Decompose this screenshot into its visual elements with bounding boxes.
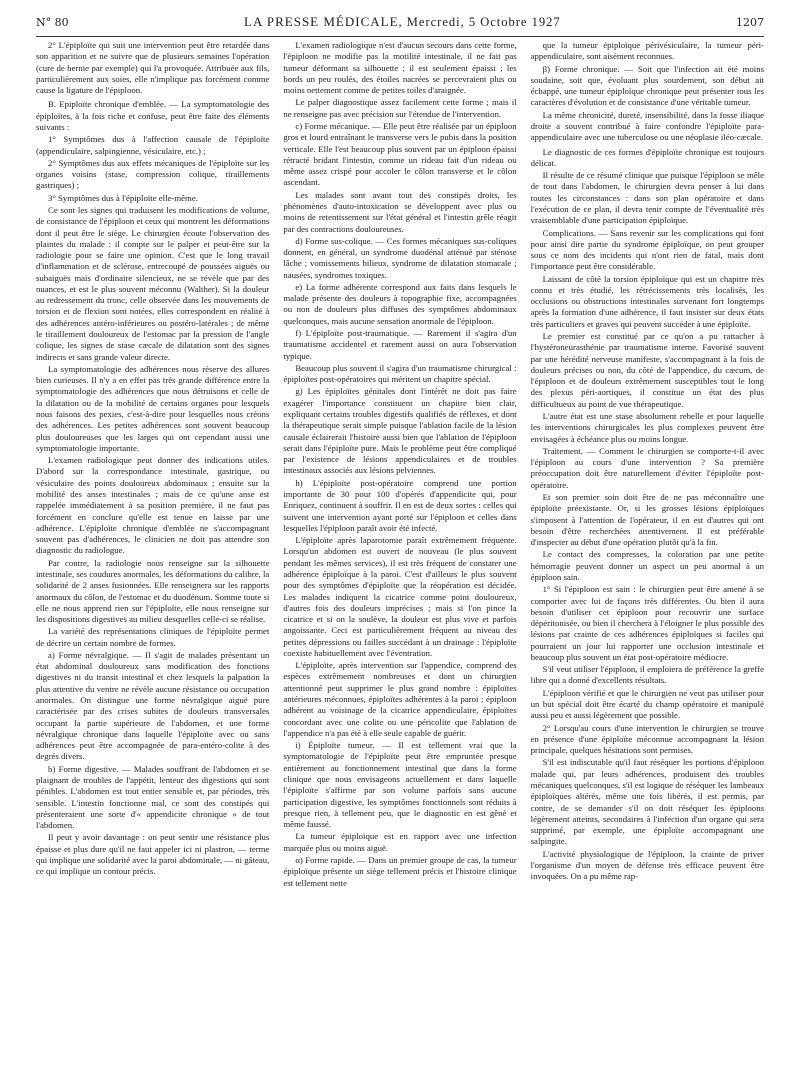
paragraph: 2° Symptômes dus aux effets mécaniques de l'épiploïte sur les organes voisins (stase, compression colique, tiraillements gastriques) ; [36,157,270,191]
paragraph: L'épiploïte après laparotomie paraît extrêmement fréquente. Lorsqu'un abdomen est ouvert de nouveau (le plus souvent pendant les mêmes services), il est très fréquent de constater une adhérence épiploïque à la paroi. C'est d'ailleurs le plus souvent pour des symptômes d'épiploïte que la réopération est décidée. Les malades indiquent la cicatrice comme point douloureux, d'autres fois des douleurs imprécises ; mais si l'on pince la cicatrice et si on la soulève, la douleur est plus vive et parfois angoissante. Ceci est particulièrement fréquent au niveau des petites dépressions ou failles succédant à un drainage : l'épiploïte coexiste habituellement avec l'éventration. [283,535,517,658]
paragraph: La tumeur épiploïque est en rapport avec une infection marquée plus ou moins aiguë. [283,831,517,853]
paragraph: f) L'épiploïte post-traumatique. — Rarement il s'agira d'un traumatisme accidentel et rarement aussi on aura l'observation typique. [283,328,517,361]
issue-number: N° 80 [36,16,69,29]
paragraph: Il résulte de ce résumé clinique que puisque l'épiploon se mêle de tout dans l'abdomen, le chirurgien devra penser à lui dans toutes les circonstances : dans son plan opératoire et dans l'exécution de ce plan, il devra tenir compte de l'éventualité très vraisemblable d'une participation épiploïque. [530,170,764,226]
paragraph: Traitement. — Comment le chirurgien se comporte-t-il avec l'épiploon au cours d'une intervention ? Sa première préoccupation doit être naturellement d'éviter l'épiploïte post-opératoire. [530,445,764,490]
paragraph: 2° L'épiploïte qui suit une intervention peut être retardée dans son apparition et ne suivre que de plusieurs semaines l'opération (cure de hernie par exemple) qui l'a provoquée. Attribuée aux fils, particulièrement aux soies, elle n'implique pas forcément comme cause la ligature de l'épiploon. [36,40,270,96]
paragraph: Les malades sont avant tout des constipés droits, les phénomènes d'auto-intoxication se développent avec plus ou moins de retentissement sur l'état général et l'intestin grêle réagit par des contractions douloureuses. [283,189,517,234]
paragraph: L'épiploïte, après intervention sur l'appendice, comprend des espèces extrêmement nombreuses et dont un chirurgien attentionné peut supprimer le plus grand nombre : épiploïtes antérieures méconnues, épiploïtes adhérentes à la paroi ; épiploon adhérent au voisinage de la cicatrice appendiculaire, épiploïtes concordant avec une colite ou une péricolite que l'ablation de l'appendice n'a pas été à elle seule capable de guérir. [283,660,517,738]
page-header [36,14,764,37]
paragraph: S'il est indiscutable qu'il faut réséquer les portions d'épiploon malade qui, par leurs adhérences, produisent des troubles mécaniques quelconques, s'il est logique de réséquer les lambeaux épiploïques altérés, même une fois libérés, il est permis, par contre, de se demander s'il on doit réséquer les épiploons légèrement atteints, secondaires à l'infection d'un organe qui sera supprimé, par exemple, une épiploïte accompagnant une salpingite. [530,757,764,847]
paragraph: c) Forme mécanique. — Elle peut être réalisée par un épiploon gros et lourd entraînant le transverse vers le pubis dans la position verticale. Elle l'est beaucoup plus souvent par un épiploon épaissi rétracté bridant l'intestin, comme un rideau fait d'un rideau ou même assez crispé pour accoler le côlon transverse et le côlon ascendant. [283,120,517,188]
column-1 [36,40,269,1072]
paragraph: que la tumeur épiploïque périvésiculaire, la tumeur péri-appendiculaire, sont aisément reconnues. [530,40,764,62]
paragraph: Laissant de côté la torsion épiploïque qui est un chapitre très connu et très étudié, les rétrécissements très localisés, les occlusions ou obstructions intestinales survenant fort longtemps après la formation d'une adhérence, il faut insister sur deux états très particuliers et graves qui peuvent succéder à une épiploïte. [530,273,764,329]
column-3 [531,40,764,1072]
paragraph: La variété des représentations cliniques de l'épiploïte permet de décrire un certain nombre de formes. [36,626,270,648]
paragraph: Complications. — Sans revenir sur les complications qui font pour ainsi dire partie du syndrome épiploïque, on peut grouper sous ce nom des incidents qui n'ont rien de fatal, mais dont l'importance peut être considérable. [530,227,764,272]
article-body [36,40,764,1072]
paragraph: h) L'épiploïte post-opératoire comprend une portion importante de 30 pour 100 d'opérés d'appendicite qui, pour Enriquez, continuent à souffrir. Il en est de deux sortes : celles qui suivent une intervention ayant porté sur l'épiploon et celles dans lesquelles l'épiploon paraît avoir été infecté. [283,477,517,533]
paragraph: L'autre état est une stase absolument rebelle et pour laquelle les interventions chirurgicales les plus complexes peuvent être envisagées à échéance plus ou moins longue. [530,411,764,444]
paragraph: Par contre, la radiologie nous renseigne sur la silhouette intestinale, ses coudures anormales, les déformations du calibre, la solidarité de 2 anses fusionnées. Elle renseignera sur les rapports anormaux du côlon, de l'estomac et du duodénum. Somme toute si elle ne nous apprend rien sur l'épiploïte, elle nous renseigne sur les dispositions digestives au milieu desquelles celle-ci se réalise. [36,557,270,625]
paragraph: Beaucoup plus souvent il s'agira d'un traumatisme chirurgical : épiploïtes post-opératoires qui méritent un chapitre spécial. [283,362,517,385]
paragraph: 1° Symptômes dus à l'affection causale de l'épiploïte (appendiculaire, salpingienne, vésiculaire, etc.) ; [36,134,270,156]
paragraph: 1° Si l'épiploon est sain : le chirurgien peut être amené à se comporter avec lui de façons très différentes. Ou bien il aura besoin d'utiliser cet épiploon pour recouvrir une surface dépéritonisée, ou bien il cherchera à l'éloigner le plus possible des lésions par crainte de ces adhérences épiploïques si faciles qui pourraient un jour lui rapporter une occlusion intestinale et beaucoup plus souvent un état post-opératoire médiocre. [530,584,764,662]
page-number: 1207 [736,16,764,29]
paragraph: Le premier est constitué par ce qu'on a pu rattacher à l'hystéroneurasthénie par traumatisme interne. Favorisé souvent par une hérédité nerveuse manifeste, s'accompagnant à la fois de douleurs précises ou non, du côté de l'appendice, du cæcum, de l'épiploon et de douleurs extrêmement susceptibles tout le long des plexus péri-aortiques, il constitue un état des plus difficultueux au point de vue thérapeutique. [530,331,764,409]
journal-name: LA PRESSE MÉDICALE [244,14,399,29]
paragraph: L'épiploon vérifié et que le chirurgien ne veut pas utiliser pour un but spécial doit être écarté du champ opératoire et manipulé aussi peu et aussi légèrement que possible. [530,687,764,721]
paragraph: d) Forme sus-colique. — Ces formes mécaniques sus-coliques donnent, en général, un syndrome duodénal atténué par sténose lâche ; vomissements bilieux, syndrome de dilatation stomacale ; nausées, syndromes toxiques. [283,235,517,280]
paragraph: Ce sont les signes qui traduisent les modifications de volume, de consistance de l'épiploon et ceux qui montrent les déformations dont il peut être le siège. Le chirurgien écoute l'observation des plaintes du malade : il compte sur le palper et peut-être sur la radiologie pour se faire une opinion. C'est que le long travail d'inflammation et de sclérose, entrecoupé de poussées aiguës ou subaiguës mais d'ordinaire silencieux, ne se révèle que par des nuances, et est le plus souvent méconnu (Walther). Si la douleur au redressement du tronc, celle observée dans les mouvements de torsion et de flexion sont notées, elles correspondent en réalité à des adhérences antéro-inférieures ou postéro-latérales ; de même le tiraillement douloureux de l'estomac par la pression de l'angle colique, les signes de stase cæcale de dilatation sont des signes indirects et sans grande valeur directe. [36,204,270,362]
paragraph: 2° Lorsqu'au cours d'une intervention le chirurgien se trouve en présence d'une épiploïte méconnue accompagnant la lésion principale, quelques hésitations sont permises. [530,722,764,756]
paragraph: L'examen radiologique peut donner des indications utiles. D'abord sur la correspondance intestinale, gastrique, ou vésiculaire des points douloureux abdominaux ; ensuite sur la mobilité des anses intestinales ; mais de ce qu'une anse est rappelée immédiatement à sa position première, il ne faut pas forcément en conclure qu'elle est tenue en laisse par une adhérence. L'épiploïte chronique d'emblée ne s'accompagnant souvent pas d'adhérences, le clinicien ne doit pas attendre son diagnostic du radiologue. [36,455,270,556]
paragraph: L'activité physiologique de l'épiploon, la crainte de priver l'organisme d'un moyen de défense très efficace peuvent être invoquées. On a pu même rap- [530,848,764,882]
issue-date: , Mercredi, 5 Octobre 1927 [398,15,561,29]
paragraph: Il peut y avoir davantage : on peut sentir une résistance plus épaisse et plus dure qu'il ne faut appeler ici ni plastron, — terme qui implique une solidarité avec la paroi abdominale, — ni gâteau, ce qui implique un contour précis. [36,832,270,877]
paragraph: Et son premier soin doit être de ne pas méconnaître une épiploïte préexistante. Or, si les grosses lésions épiploïques s'imposent à l'attention de l'opérateur, il en est d'autres qui ont besoin d'être recherchées attentivement. Il est préférable d'inspecter au début d'une opération plutôt qu'à la fin. [530,491,764,548]
column-2 [283,40,516,1072]
paragraph: Le contact des compresses, la coloration par une petite hémorragie peuvent donner un aspect un peu anormal à un épiploon sain. [530,549,764,582]
paragraph: β) Forme chronique. — Soit que l'infection ait été moins soudaine, soit que, évoluant plus sourdement, son début ait échappé, une tumeur épiploïque chronique peut présenter tous les caractères d'évolution et de consistance d'une véritable tumeur. [530,63,764,108]
paragraph: g) Les épiploïtes génitales dont l'intérêt ne doit pas faire exagérer l'importance constituent un chapitre bien clair, expliquant certains troubles digestifs qualifiés de réflexes, et dont la thérapeutique serait simple puisque l'ablation facile de la lésion causale éclairerait l'histoire aussi bien que l'ablation de l'épiploon serait dans l'épiploïte pure. Mais le problème peut être compliqué par l'existence de lésions appendiculaires et de troubles intestinaux associés aux lésions pelviennes. [283,386,517,476]
paragraph: La même chronicité, dureté, insensibilité, dans la fosse iliaque droite a souvent contribué à faire confondre l'épiploïte para-appendiculaire avec une tuberculose ou une néoplasie iléo-cæcale. [530,109,764,143]
paragraph: B. Epiploïte chronique d'emblée. — La symptomatologie des épiploïtes, à la fois riche et confuse, peut être faite des éléments suivants : [36,99,270,132]
journal-title-line [244,14,561,30]
paragraph: L'examen radiologique n'est d'aucun secours dans cette forme, l'épiploon ne modifie pas la motilité intestinale, il ne fait pas tumeur déformant sa silhouette ; il est seulement épaissi ; les bords un peu roulés, des étoiles nacrées se percevraient plus ou moins nettement comme de petites toiles d'araignée. [283,40,517,96]
paragraph: b) Forme digestive. — Malades souffrant de l'abdomen et se plaignant de troubles de l'appétit, lenteur des digestions qui sont pénibles. L'abdomen est tout entier sensible et, par périodes, très sensible. L'intestin fonctionne mal, ce sont des constipés qui présenteraient une sorte d'« appendicite chronique » de tout l'abdomen. [36,763,270,831]
paragraph: 3° Symptômes dus à l'épiploïte elle-même. [48,192,198,203]
paragraph: i) Épiploïte tumeur. — Il est tellement vrai que la symptomatologie de l'épiploïte peut être empruntée presque entièrement au fonctionnement intestinal que dans la forme clinique que nous envisageons actuellement et dans laquelle l'épiploïte s'affirme par son volume parfois sans aucune participation digestive, les symptômes fonctionnels sont réduits à presque rien, à tellement peu, que le diagnostic en est gêné et même faussé. [283,740,517,830]
paragraph: Le diagnostic de ces formes d'épiploïte chronique est toujours délicat. [530,146,764,168]
paragraph: α) Forme rapide. — Dans un premier groupe de cas, la tumeur épiploïque présente un siège tellement précis et l'histoire clinique est tellement nette [283,854,517,888]
paragraph: e) La forme adhérente correspond aux faits dans lesquels le malade présente des douleurs à topographie fixe, accompagnées ou non de douleurs plus diffuses des symptômes abdominaux quelconques, mais aucune sensation anormale de l'épiploon. [283,281,517,326]
paragraph: La symptomatologie des adhérences nous réserve des allures bien curieuses. Il n'y a en effet pas très grande différence entre la symptomatologie des adhérences que nous détruisons et celle de la dilatation ou de la mobilité de certains organes pour lesquels nous faisons des pexies, c'est-à-dire pour lesquelles nous créons des adhérences. Les petites adhérences sont souvent beaucoup plus douloureuses que les larges qui ont cependant aussi une symptomatologie importante. [36,363,270,453]
paragraph: a) Forme névralgique. — Il s'agit de malades présentant un état abdominal douloureux sans modification des fonctions digestives ni du transit intestinal et chez lesquels la palpation la plus attentive du ventre ne révèle aucune résistance ou occupation anormales. On distingue une forme névralgique aiguë pure caractérisée par des crises subites de douleurs transversales occupant la partie supérieure de l'abdomen, et une forme névralgique chronique dans laquelle l'épiploïte avec ou sans adhérences peut être accompagnée de para-entéro-colite à des degrés divers. [36,649,270,762]
paragraph: S'il veut utiliser l'épiploon, il emploiera de préférence la greffe libre qui a donné d'excellents résultats. [530,664,764,686]
paragraph: Le palper diagnostique assez facilement cette forme ; mais il ne renseigne pas avec précision sur l'étendue de l'intervention. [283,97,517,119]
